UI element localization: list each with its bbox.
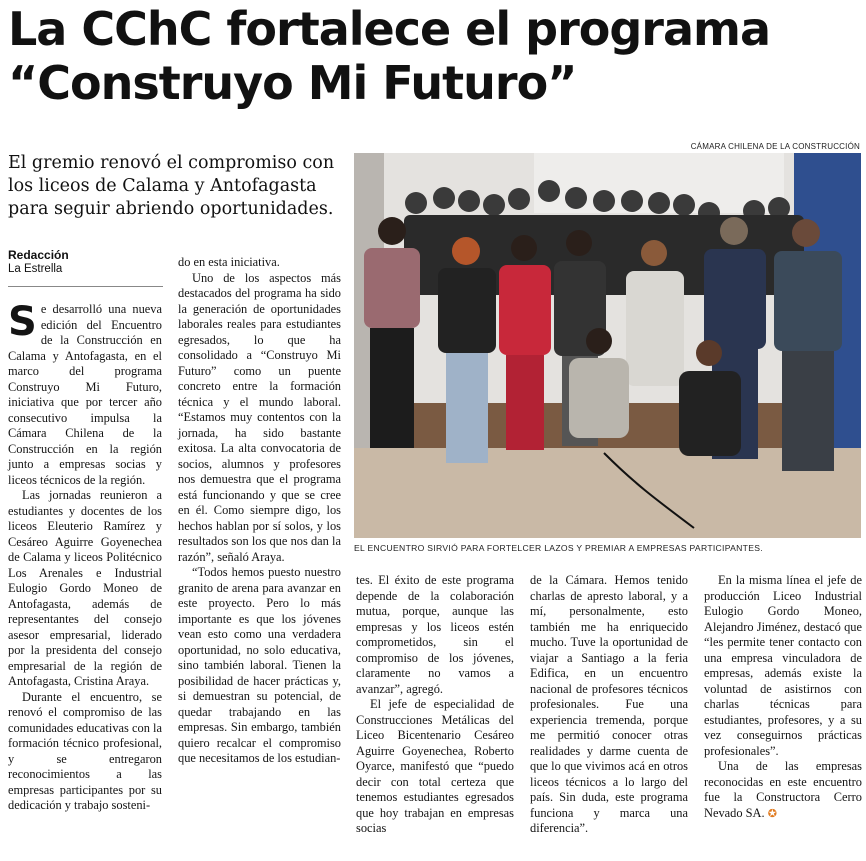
deck: El gremio renovó el compromiso con los liceos de Calama y Antofagasta para seguir abriendo oportunidades. [8, 153, 335, 219]
article-paragraph: Las jornadas reunieron a estudiantes y docentes de los liceos Eleuterio Ramírez y Cesáreo Aguirre Goyenechea de Calama y liceos Politécnico Los Arenales e Industrial Eulogio Gordo Moneo de Antofagasta, además de representantes del consejo asesor empresarial, liderado por la presidenta del consejo empresarial de la región de Antofagasta, Cristina Araya. [8, 488, 162, 688]
article-paragraph: Una de las empresas reconocidas en este encuentro fue la Constructora Cerro Nevado SA. ✪ [704, 759, 862, 820]
headline: La CChC fortalece el programa “Construyo Mi Futuro” [8, 2, 771, 110]
article-column-5 [704, 573, 862, 822]
article-paragraph: Durante el encuentro, se renovó el compromiso de las comunidades educativas con la formación técnico profesional, y se entregaron reconocimientos a las empresas participantes por su dedicación y trabajo sosteni- [8, 689, 162, 812]
drop-cap: S [8, 299, 37, 345]
article-column-3 [356, 573, 514, 837]
photo-caption: EL ENCUENTRO SIRVIÓ PARA FORTELCER LAZOS Y PREMIAR A EMPRESAS PARTICIPANTES. [354, 543, 763, 553]
article-paragraph: tes. El éxito de este programa depende de la colaboración mutua, porque, aunque las empresas y los liceos estén comprometidos, sin el compromiso de los jóvenes, claramente no vamos a avanzar”, agregó. [356, 573, 514, 696]
article-paragraph: Se desarrolló una nueva edición del Encuentro de la Construcción en Calama y Antofagasta, en el marco del programa Construyo Mi Futuro, iniciativa que por tercer año consecutivo impulsa la Cámara Chilena de la Construcción en la región junto a empresas socias y liceos técnicos de la región. [8, 299, 162, 487]
article-column-1 [8, 299, 162, 814]
article-paragraph: “Todos hemos puesto nuestro granito de arena para avanzar en este proyecto. Pero lo más importante es que los jóvenes vean esto como una verdadera oportunidad, no solo educativa, sino también laboral. Tienen la posibilidad de hacer prácticas y, si demuestran su potencial, de quedar trabajando en las empresas. Sin embargo, también quiero recalcar el compromiso que necesitamos de los estudian- [178, 565, 341, 765]
byline-author: Redacción [8, 248, 69, 262]
article-column-4 [530, 573, 688, 837]
article-paragraph: de la Cámara. Hemos tenido charlas de apresto laboral, y a mí, personalmente, esto también me ha enriquecido mucho. Tuve la oportunidad de viajar a Santiago a la feria Edifica, en un encuentro nacional de profesores técnicos profesionales. Fue una experiencia tremenda, porque me permitió conocer otras realidades y darme cuenta de que lo que vivimos acá en otros liceos técnicos a lo largo del país. Sin duda, este programa funciona y marca una diferencia”. [530, 573, 688, 835]
byline-publication: La Estrella [8, 263, 63, 275]
group-photo [354, 153, 861, 538]
byline [8, 248, 163, 287]
article-paragraph: do en esta iniciativa. [178, 255, 280, 269]
end-mark-icon: ✪ [767, 807, 777, 820]
photo-credit: CÁMARA CHILENA DE LA CONSTRUCCIÓN [690, 142, 860, 151]
article-column-2 [178, 255, 341, 767]
article-paragraph: En la misma línea el jefe de producción Liceo Industrial Eulogio Gordo Moneo, Alejandro Jiménez, destacó que “les permite tener contacto con una empresa vinculadora de empresas, además existe la voluntad de asistirnos con charlas técnicas para estudiantes, profesores, y a su vez conseguirnos prácticas profesionales”. [704, 573, 862, 758]
article-paragraph: El jefe de especialidad de Construcciones Metálicas del Liceo Bicentenario Cesáreo Aguirre Goyenechea, Roberto Oyarce, manifestó que “puedo decir con total certeza que tenemos estudiantes egresados que hoy trabajan en empresas socias [356, 697, 514, 835]
article-paragraph: Uno de los aspectos más destacados del programa ha sido la generación de oportunidades laborales reales para estudiantes egresados, lo que ha consolidado a “Construyo Mi Futuro” como un puente concreto entre la formación técnica y el mundo laboral. “Estamos muy contentos con la jornada, ha sido bastante exitosa. La alta convocatoria de socios, alumnos y profesores nos demuestra que el programa está funcionando y que se cree en él. Como siempre digo, los hechos hablan por sí solos, y los resultados son los que nos dan la razón”, señaló Araya. [178, 270, 341, 564]
